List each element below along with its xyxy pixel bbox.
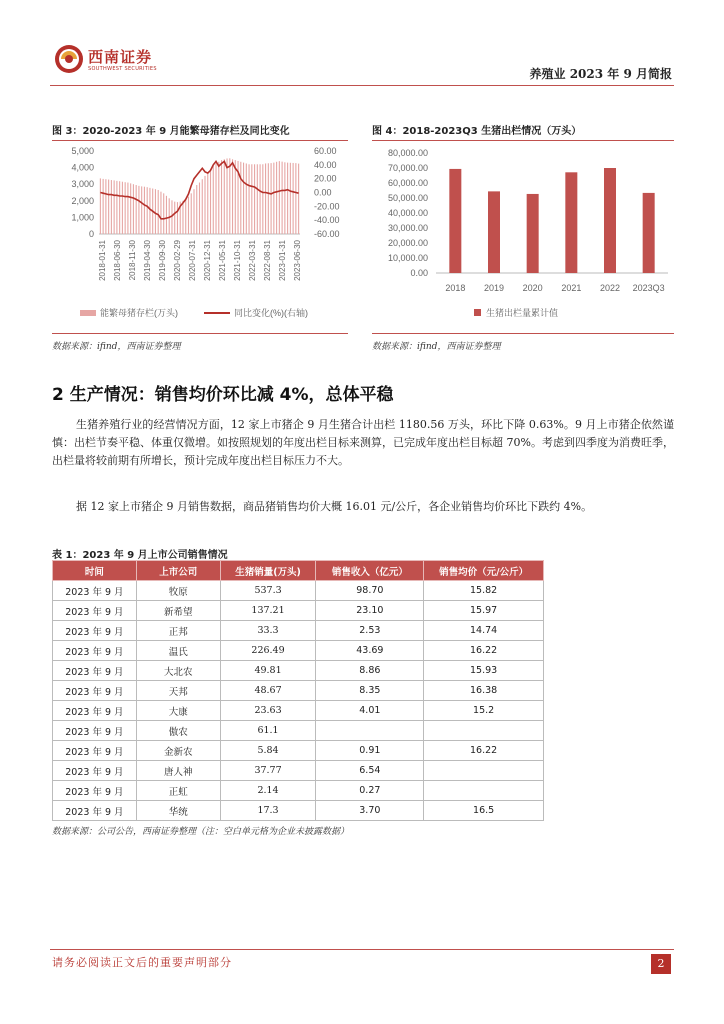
x-axis-tick: 2018-06-30: [113, 240, 122, 281]
stock-bar: [246, 163, 247, 234]
cell-price: [424, 781, 544, 801]
stock-bar: [229, 158, 230, 234]
paragraph-2-text: 据 12 家上市猪企 9 月销售数据，商品猪销售均价大概 16.01 元/公斤，各企业销售均价环比下跌约 4%。: [76, 500, 593, 513]
cell-price: 15.97: [424, 601, 544, 621]
stock-bar: [185, 199, 186, 234]
left-axis-tick: 5,000: [71, 146, 94, 156]
stock-bar: [295, 163, 296, 234]
table-header-row: [53, 561, 544, 581]
paragraph-1-text: 生猪养殖行业的经营情况方面，12 家上市猪企 9 月生猪合计出栏 1180.56 万头，环比下降 0.63%。9 月上市猪企依然谨慎：出栏节奏平稳、体重仅微增。如按照规划的年度出栏目标来测算，已完成年度出栏目标超 70%。考虑到四季度为消费旺季，出栏量将较前期有所增长，预计完成年度出栏目标压力不大。: [52, 418, 674, 467]
figure4-title: 图 4：2018-2023Q3 生猪出栏情况（万头）: [372, 126, 582, 137]
table-row: [53, 761, 544, 781]
stock-bar: [196, 185, 197, 234]
x-axis-tick: 2019: [483, 283, 505, 293]
cell-company: 大康: [136, 701, 220, 721]
brand-name-en: SOUTHWEST SECURITIES: [88, 66, 157, 72]
stock-bar: [243, 163, 244, 234]
stock-bar: [226, 158, 227, 234]
stock-bar: [136, 185, 137, 234]
x-axis-tick: 2020: [522, 283, 543, 293]
stock-bar: [265, 163, 266, 234]
brand-name: 西南证券: [88, 48, 153, 66]
stock-bar: [158, 190, 159, 234]
stock-bar: [290, 163, 291, 234]
header-divider: [50, 85, 674, 86]
stock-bar: [249, 164, 250, 234]
x-axis-tick: 2020-07-31: [188, 240, 197, 281]
legend-output-label: 生猪出栏量累计值: [486, 308, 559, 318]
stock-bar: [213, 166, 214, 234]
stock-bar: [282, 162, 283, 234]
stock-bar: [191, 193, 192, 234]
figure3-source: 数据来源：ifind，西南证券整理: [52, 342, 181, 352]
cell-volume: 537.3: [220, 581, 316, 601]
y-axis-tick: 40,000.00: [387, 208, 428, 218]
output-bar: [643, 193, 655, 273]
stock-bar: [141, 186, 142, 234]
cell-volume: 48.67: [220, 681, 316, 701]
cell-date: 2023 年 9 月: [53, 781, 137, 801]
cell-date: 2023 年 9 月: [53, 761, 137, 781]
cell-company: 华统: [136, 801, 220, 821]
y-axis-tick: 50,000.00: [387, 193, 428, 203]
x-axis-tick: 2023-06-30: [293, 240, 302, 281]
x-axis-tick: 2022: [599, 283, 621, 293]
figure3-title: 图 3：2020-2023 年 9 月能繁母猪存栏及同比变化: [52, 126, 290, 137]
cell-price: [424, 761, 544, 781]
output-bar: [449, 169, 461, 273]
chart-sow-stock: [52, 141, 348, 331]
cell-date: 2023 年 9 月: [53, 801, 137, 821]
figure3-bottom-rule: [52, 333, 348, 334]
cell-date: 2023 年 9 月: [53, 621, 137, 641]
table-row: [53, 801, 544, 821]
table-row: [53, 721, 544, 741]
right-axis-tick: 40.00: [314, 159, 337, 170]
stock-bar: [138, 186, 139, 234]
x-axis-tick: 2018-11-30: [128, 240, 137, 281]
col-header-revenue: 销售收入（亿元）: [316, 561, 424, 581]
section-paragraph-1: [52, 416, 674, 470]
right-axis-tick: 0.00: [314, 187, 332, 198]
y-axis-tick: 0.00: [410, 268, 428, 278]
y-axis-tick: 10,000.00: [387, 253, 428, 263]
figure4-bottom-rule: [372, 333, 674, 334]
table-row: [53, 641, 544, 661]
table-source: 数据来源：公司公告，西南证券整理（注：空白单元格为企业未披露数据）: [52, 827, 350, 837]
cell-volume: 49.81: [220, 661, 316, 681]
stock-bar: [182, 201, 183, 234]
cell-company: 正邦: [136, 621, 220, 641]
cell-price: 15.2: [424, 701, 544, 721]
stock-bar: [103, 179, 104, 234]
cell-revenue: [316, 721, 424, 741]
x-axis-tick: 2019-04-30: [143, 240, 152, 281]
cell-revenue: 23.10: [316, 601, 424, 621]
stock-bar: [149, 188, 150, 234]
stock-bar: [100, 178, 101, 234]
stock-bar: [257, 164, 258, 234]
stock-bar: [207, 173, 208, 234]
stock-bar: [155, 189, 156, 234]
col-header-date: 时间: [53, 561, 137, 581]
cell-revenue: 2.53: [316, 621, 424, 641]
cell-price: [424, 721, 544, 741]
cell-company: 金新农: [136, 741, 220, 761]
cell-company: 天邦: [136, 681, 220, 701]
cell-revenue: 8.86: [316, 661, 424, 681]
stock-bar: [177, 202, 178, 234]
col-header-volume: 生猪销量(万头): [220, 561, 316, 581]
table-row: [53, 661, 544, 681]
stock-bar: [160, 192, 161, 234]
stock-bar: [166, 196, 167, 234]
stock-bar: [119, 181, 120, 234]
stock-bar: [108, 180, 109, 234]
table-row: [53, 621, 544, 641]
section-paragraph-2: [52, 498, 674, 516]
left-axis-tick: 1,000: [71, 212, 94, 223]
stock-bar: [218, 162, 219, 234]
legend-stock-swatch: [80, 310, 96, 316]
table-row: [53, 701, 544, 721]
cell-date: 2023 年 9 月: [53, 741, 137, 761]
x-axis-tick: 2022-03-31: [248, 240, 257, 281]
output-bar: [604, 168, 616, 273]
stock-bar: [271, 163, 272, 234]
stock-bar: [235, 160, 236, 234]
stock-bar: [284, 162, 285, 234]
brand-logo: [54, 44, 84, 74]
cell-date: 2023 年 9 月: [53, 661, 137, 681]
cell-company: 唐人神: [136, 761, 220, 781]
x-axis-tick: 2020-12-31: [203, 240, 212, 281]
y-axis-tick: 20,000.00: [387, 238, 428, 248]
stock-bar: [122, 182, 123, 234]
page-number: 2: [651, 954, 671, 974]
figure4-source: 数据来源：ifind，西南证券整理: [372, 342, 501, 352]
stock-bar: [221, 160, 222, 234]
right-axis-tick: -60.00: [314, 229, 340, 239]
x-axis-tick: 2019-09-30: [158, 240, 167, 281]
footer-divider: [50, 949, 674, 950]
cell-date: 2023 年 9 月: [53, 581, 137, 601]
table-row: [53, 681, 544, 701]
cell-volume: 2.14: [220, 781, 316, 801]
stock-bar: [174, 202, 175, 234]
stock-bar: [240, 162, 241, 234]
cell-date: 2023 年 9 月: [53, 601, 137, 621]
stock-bar: [279, 161, 280, 234]
stock-bar: [262, 164, 263, 234]
y-axis-tick: 70,000.00: [387, 163, 428, 173]
cell-company: 新希望: [136, 601, 220, 621]
stock-bar: [260, 164, 261, 234]
cell-volume: 23.63: [220, 701, 316, 721]
output-bar: [527, 194, 539, 273]
stock-bar: [273, 163, 274, 234]
table-row: [53, 601, 544, 621]
right-axis-tick: -20.00: [314, 201, 340, 212]
stock-bar: [254, 164, 255, 234]
cell-price: 16.5: [424, 801, 544, 821]
x-axis-tick: 2022-08-31: [263, 240, 272, 281]
table-row: [53, 581, 544, 601]
stock-bar: [215, 163, 216, 234]
table-row: [53, 781, 544, 801]
cell-revenue: 0.27: [316, 781, 424, 801]
x-axis-tick: 2023Q3: [632, 283, 665, 293]
cell-date: 2023 年 9 月: [53, 681, 137, 701]
stock-bar: [130, 183, 131, 234]
stock-bar: [169, 198, 170, 234]
x-axis-tick: 2020-02-29: [173, 240, 182, 281]
stock-bar: [116, 181, 117, 234]
chart-hog-output: [372, 141, 674, 331]
stock-bar: [268, 163, 269, 234]
stock-bar: [287, 163, 288, 234]
output-bar: [488, 191, 500, 273]
stock-bar: [133, 184, 134, 234]
cell-volume: 137.21: [220, 601, 316, 621]
stock-bar: [125, 182, 126, 234]
stock-bar: [127, 183, 128, 234]
cell-price: 16.38: [424, 681, 544, 701]
cell-company: 傲农: [136, 721, 220, 741]
stock-bar: [188, 197, 189, 234]
stock-bar: [163, 193, 164, 234]
stock-bar: [276, 162, 277, 234]
cell-price: 14.74: [424, 621, 544, 641]
cell-revenue: 3.70: [316, 801, 424, 821]
x-axis-tick: 2023-01-31: [278, 240, 287, 281]
stock-bar: [114, 180, 115, 234]
y-axis-tick: 80,000.00: [387, 148, 428, 158]
stock-bar: [147, 187, 148, 234]
cell-date: 2023 年 9 月: [53, 701, 137, 721]
cell-price: 16.22: [424, 741, 544, 761]
y-axis-tick: 30,000.00: [387, 223, 428, 233]
cell-volume: 61.1: [220, 721, 316, 741]
table-row: [53, 741, 544, 761]
report-title: 养殖业 2023 年 9 月简报: [529, 67, 672, 81]
right-axis-tick: -40.00: [314, 215, 340, 226]
legend-output-swatch: [474, 309, 481, 316]
right-axis-tick: 60.00: [314, 146, 337, 156]
stock-bar: [251, 164, 252, 234]
cell-company: 牧原: [136, 581, 220, 601]
col-header-company: 上市公司: [136, 561, 220, 581]
cell-volume: 37.77: [220, 761, 316, 781]
x-axis-tick: 2021: [561, 283, 582, 293]
cell-volume: 33.3: [220, 621, 316, 641]
cell-company: 大北农: [136, 661, 220, 681]
stock-bar: [111, 180, 112, 234]
cell-revenue: 43.69: [316, 641, 424, 661]
x-axis-tick: 2021-05-31: [218, 240, 227, 281]
cell-price: 16.22: [424, 641, 544, 661]
right-axis-tick: 20.00: [314, 173, 337, 184]
stock-bar: [144, 187, 145, 234]
cell-company: 温氏: [136, 641, 220, 661]
cell-price: 15.82: [424, 581, 544, 601]
table-title: 表 1：2023 年 9 月上市公司销售情况: [52, 550, 228, 561]
cell-volume: 17.3: [220, 801, 316, 821]
y-axis-tick: 60,000.00: [387, 178, 428, 188]
cell-price: 15.93: [424, 661, 544, 681]
stock-bar: [171, 200, 172, 234]
cell-date: 2023 年 9 月: [53, 721, 137, 741]
cell-revenue: 4.01: [316, 701, 424, 721]
legend-yoy-label: 同比变化(%)(右轴): [234, 308, 308, 318]
left-axis-tick: 0: [88, 229, 94, 239]
cell-company: 正虹: [136, 781, 220, 801]
cell-volume: 5.84: [220, 741, 316, 761]
cell-revenue: 0.91: [316, 741, 424, 761]
cell-revenue: 98.70: [316, 581, 424, 601]
cell-volume: 226.49: [220, 641, 316, 661]
stock-bar: [193, 189, 194, 234]
stock-bar: [105, 179, 106, 234]
x-axis-tick: 2018-01-31: [98, 240, 107, 281]
section-title: 2 生产情况：销售均价环比减 4%，总体平稳: [52, 385, 394, 405]
sales-table: [52, 560, 544, 821]
cell-revenue: 6.54: [316, 761, 424, 781]
x-axis-tick: 2018: [445, 283, 466, 293]
col-header-price: 销售均价（元/公斤）: [424, 561, 544, 581]
footer-notice: 请务必阅读正文后的重要声明部分: [52, 956, 232, 969]
stock-bar: [199, 183, 200, 234]
x-axis-tick: 2021-10-31: [233, 240, 242, 281]
stock-bar: [224, 159, 225, 234]
left-axis-tick: 4,000: [71, 162, 94, 173]
stock-bar: [298, 164, 299, 234]
stock-bar: [204, 176, 205, 234]
left-axis-tick: 2,000: [71, 195, 94, 206]
output-bar: [565, 172, 577, 273]
cell-revenue: 8.35: [316, 681, 424, 701]
legend-stock-label: 能繁母猪存栏(万头): [100, 308, 178, 318]
stock-bar: [293, 163, 294, 234]
left-axis-tick: 3,000: [71, 179, 94, 190]
stock-bar: [202, 179, 203, 234]
stock-bar: [210, 169, 211, 234]
stock-bar: [232, 159, 233, 234]
cell-date: 2023 年 9 月: [53, 641, 137, 661]
